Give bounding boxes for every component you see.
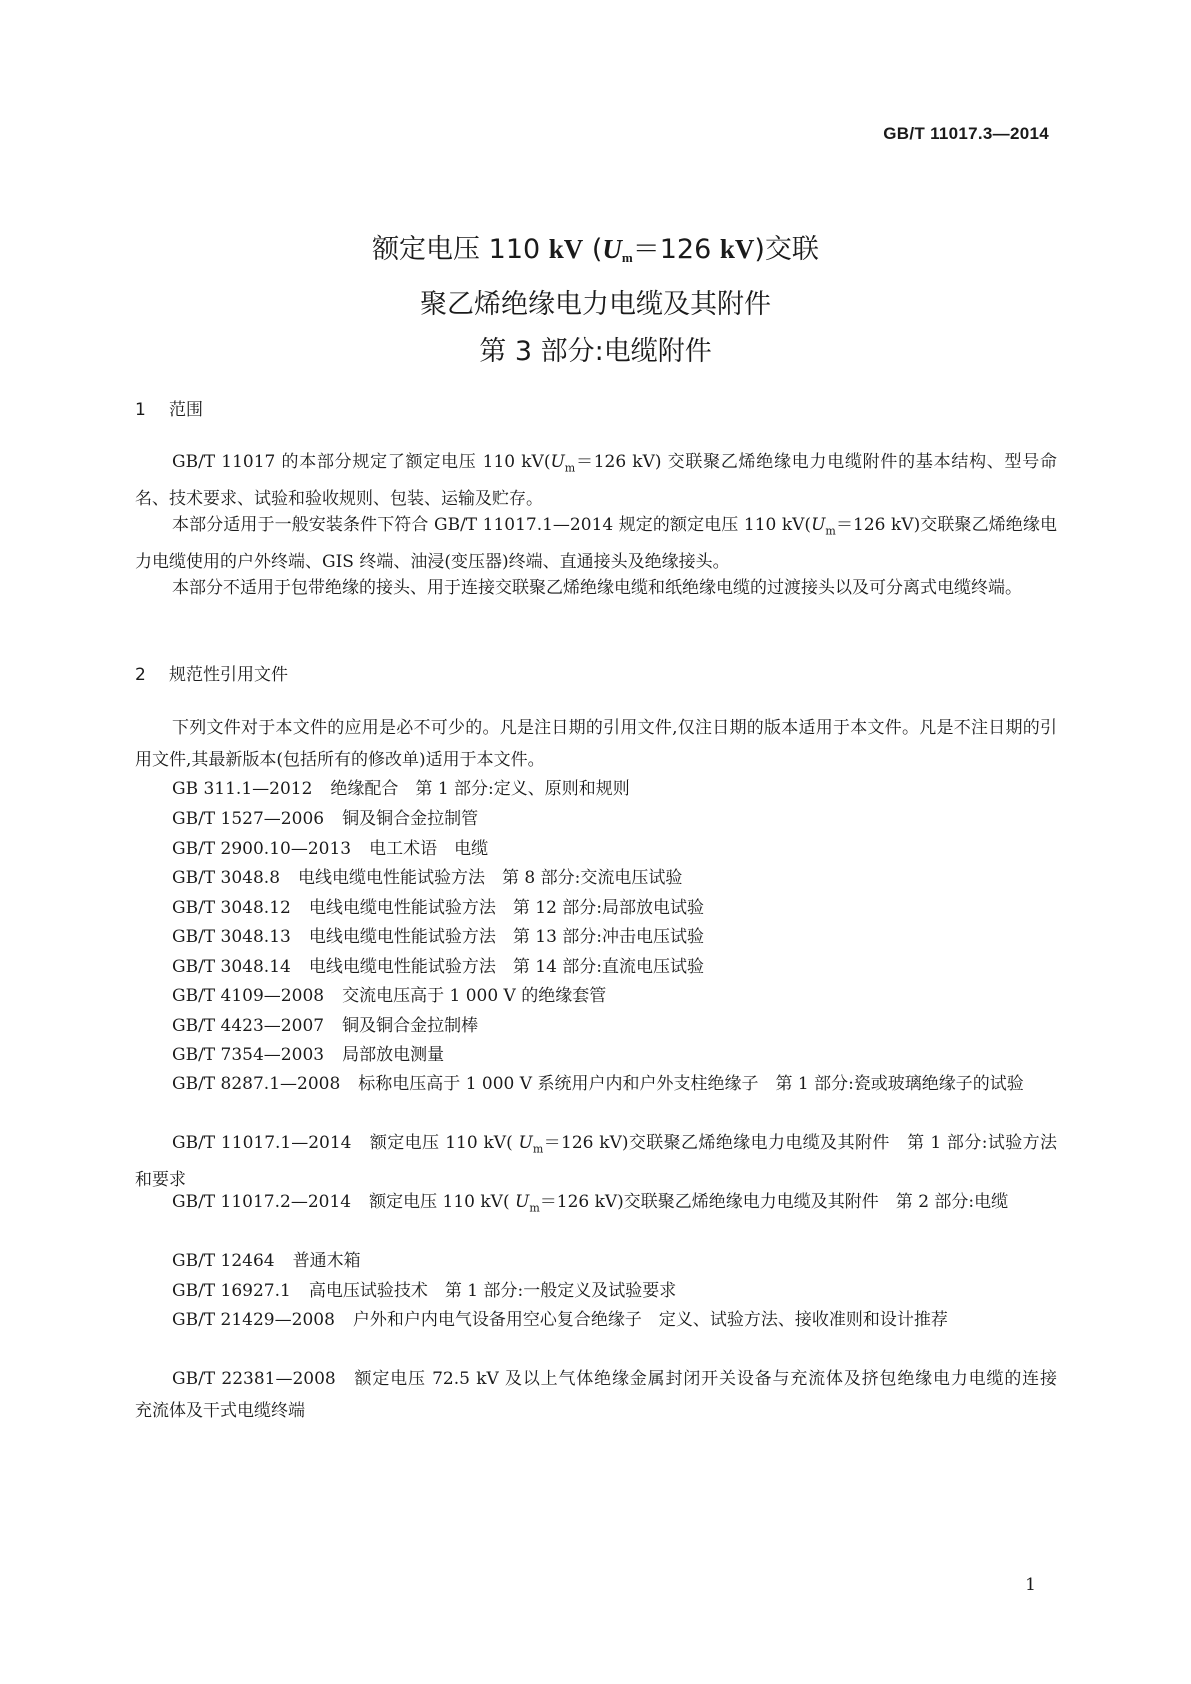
reference-code: GB/T 1527—2006 xyxy=(172,809,325,829)
reference-item xyxy=(135,952,1057,984)
section-heading-scope xyxy=(135,395,203,420)
scope-paragraph-1 xyxy=(135,447,1057,515)
section-number: 1 xyxy=(135,400,146,420)
reference-title: 额定电压 110 kV( xyxy=(369,1192,515,1212)
reference-title: 局部放电测量 xyxy=(342,1045,445,1065)
reference-code: GB/T 16927.1 xyxy=(172,1281,291,1301)
reference-title: 电线电缆电性能试验方法 第 8 部分:交流电压试验 xyxy=(298,868,683,888)
reference-item xyxy=(135,1276,1057,1308)
reference-title: 普通木箱 xyxy=(292,1251,361,1271)
reference-code: GB/T 4423—2007 xyxy=(172,1016,325,1036)
reference-code: GB/T 3048.14 xyxy=(172,957,291,977)
title-symbol: U xyxy=(602,234,622,264)
symbol-u: U xyxy=(550,452,565,472)
reference-item xyxy=(135,1246,1057,1278)
reference-item xyxy=(135,1187,1057,1224)
reference-title: 铜及铜合金拉制管 xyxy=(342,809,479,829)
title-line-3: 第 3 部分:电缆附件 xyxy=(479,336,712,367)
reference-item xyxy=(135,981,1057,1013)
reference-title: 高电压试验技术 第 1 部分:一般定义及试验要求 xyxy=(308,1281,677,1301)
reference-item xyxy=(135,1040,1057,1072)
reference-item xyxy=(135,774,1057,806)
title-text: )交联 xyxy=(754,234,819,265)
reference-code: GB/T 12464 xyxy=(172,1251,275,1271)
reference-title: 户外和户内电气设备用空心复合绝缘子 定义、试验方法、接收准则和设计推荐 xyxy=(352,1310,948,1330)
reference-title: 电工术语 电缆 xyxy=(369,839,489,859)
title-unit: kV xyxy=(548,234,584,264)
reference-code: GB/T 8287.1—2008 xyxy=(172,1074,341,1094)
reference-code: GB/T 11017.1—2014 xyxy=(172,1133,352,1153)
reference-item xyxy=(135,1364,1074,1427)
document-title xyxy=(0,226,1191,375)
reference-title: ＝126 kV)交联聚乙烯绝缘电力电缆及其附件 第 2 部分:电缆 xyxy=(539,1192,1009,1212)
reference-title: 电线电缆电性能试验方法 第 12 部分:局部放电试验 xyxy=(308,898,705,918)
reference-code: GB/T 4109—2008 xyxy=(172,986,325,1006)
scope-paragraph-3 xyxy=(135,573,1057,605)
title-text: 额定电压 110 xyxy=(372,234,549,265)
paragraph-text: ＝126 kV)交联聚乙烯绝缘电力电缆使用的户外终端、GIS 终端、油浸(变压器)终端、直通接头及绝缘接头。 xyxy=(135,515,1058,572)
page-number: 1 xyxy=(1025,1575,1036,1595)
reference-code: GB/T 2900.10—2013 xyxy=(172,839,352,859)
scope-paragraph-2 xyxy=(135,510,1057,578)
reference-item xyxy=(135,893,1057,925)
standard-code-header: GB/T 11017.3—2014 xyxy=(883,124,1049,143)
section-number: 2 xyxy=(135,665,146,685)
reference-title: 标称电压高于 1 000 V 系统用户内和户外支柱绝缘子 第 1 部分:瓷或玻璃绝缘子的试验 xyxy=(358,1074,1024,1094)
symbol-u: U xyxy=(518,1133,533,1153)
section-heading-normative-references xyxy=(135,660,288,685)
paragraph-text: 本部分不适用于包带绝缘的接头、用于连接交联聚乙烯绝缘电缆和纸绝缘电缆的过渡接头以及可分离式电缆终端。 xyxy=(172,578,1022,598)
reference-code: GB/T 3048.13 xyxy=(172,927,291,947)
reference-title: 电线电缆电性能试验方法 第 13 部分:冲击电压试验 xyxy=(308,927,705,947)
reference-title: 绝缘配合 第 1 部分:定义、原则和规则 xyxy=(330,779,630,799)
reference-title: 额定电压 72.5 kV 及以上气体绝缘金属封闭开关设备与充流体及挤包绝缘电力电缆的连接 充流体及干式电缆终端 xyxy=(135,1369,1074,1421)
symbol-subscript: m xyxy=(825,524,836,538)
reference-item xyxy=(135,922,1057,954)
reference-code: GB/T 3048.8 xyxy=(172,868,281,888)
section-title: 范围 xyxy=(169,400,203,420)
reference-title: 交流电压高于 1 000 V 的绝缘套管 xyxy=(342,986,607,1006)
title-line-2: 聚乙烯绝缘电力电缆及其附件 xyxy=(420,289,771,320)
reference-item xyxy=(135,804,1057,836)
symbol-u: U xyxy=(514,1192,530,1212)
reference-title: 电线电缆电性能试验方法 第 14 部分:直流电压试验 xyxy=(308,957,705,977)
section-title: 规范性引用文件 xyxy=(169,665,288,685)
reference-item xyxy=(135,834,1057,866)
reference-code: GB/T 7354—2003 xyxy=(172,1045,325,1065)
paragraph-text: 本部分适用于一般安装条件下符合 GB/T 11017.1—2014 规定的额定电压 110 kV( xyxy=(172,515,812,535)
reference-code: GB 311.1—2012 xyxy=(172,779,313,799)
reference-code: GB/T 21429—2008 xyxy=(172,1310,335,1330)
paragraph-text: GB/T 11017 的本部分规定了额定电压 110 kV( xyxy=(172,452,551,472)
reference-code: GB/T 11017.2—2014 xyxy=(172,1192,352,1212)
symbol-subscript: m xyxy=(529,1201,540,1215)
reference-code: GB/T 22381—2008 xyxy=(172,1369,336,1389)
reference-code: GB/T 3048.12 xyxy=(172,898,291,918)
title-text: ＝126 xyxy=(632,234,720,265)
reference-title: 额定电压 110 kV( xyxy=(369,1133,519,1153)
reference-title: ＝126 kV)交联聚乙烯绝缘电力电缆及其附件 第 1 部分:试验方法和要求 xyxy=(135,1133,1057,1190)
title-line-1 xyxy=(0,226,1191,281)
reference-item xyxy=(135,1069,1057,1101)
reference-item xyxy=(135,1011,1057,1043)
paragraph-text: 下列文件对于本文件的应用是必不可少的。凡是注日期的引用文件,仅注日期的版本适用于本文件。凡是不注日期的引用文件,其最新版本(包括所有的修改单)适用于本文件。 xyxy=(135,718,1057,770)
symbol-subscript: m xyxy=(532,1142,544,1156)
title-unit: kV xyxy=(719,234,755,264)
reference-item xyxy=(135,863,1057,895)
symbol-u: U xyxy=(811,515,826,535)
title-subscript: m xyxy=(621,250,633,265)
normative-intro-paragraph xyxy=(135,713,1057,776)
paragraph-text: ＝126 kV) 交联聚乙烯绝缘电力电缆附件的基本结构、型号命名、技术要求、试验和验收规则、包装、运输及贮存。 xyxy=(135,452,1057,509)
reference-item xyxy=(135,1305,1057,1337)
reference-title: 铜及铜合金拉制棒 xyxy=(342,1016,479,1036)
title-text: ( xyxy=(583,234,603,265)
symbol-subscript: m xyxy=(564,461,576,475)
